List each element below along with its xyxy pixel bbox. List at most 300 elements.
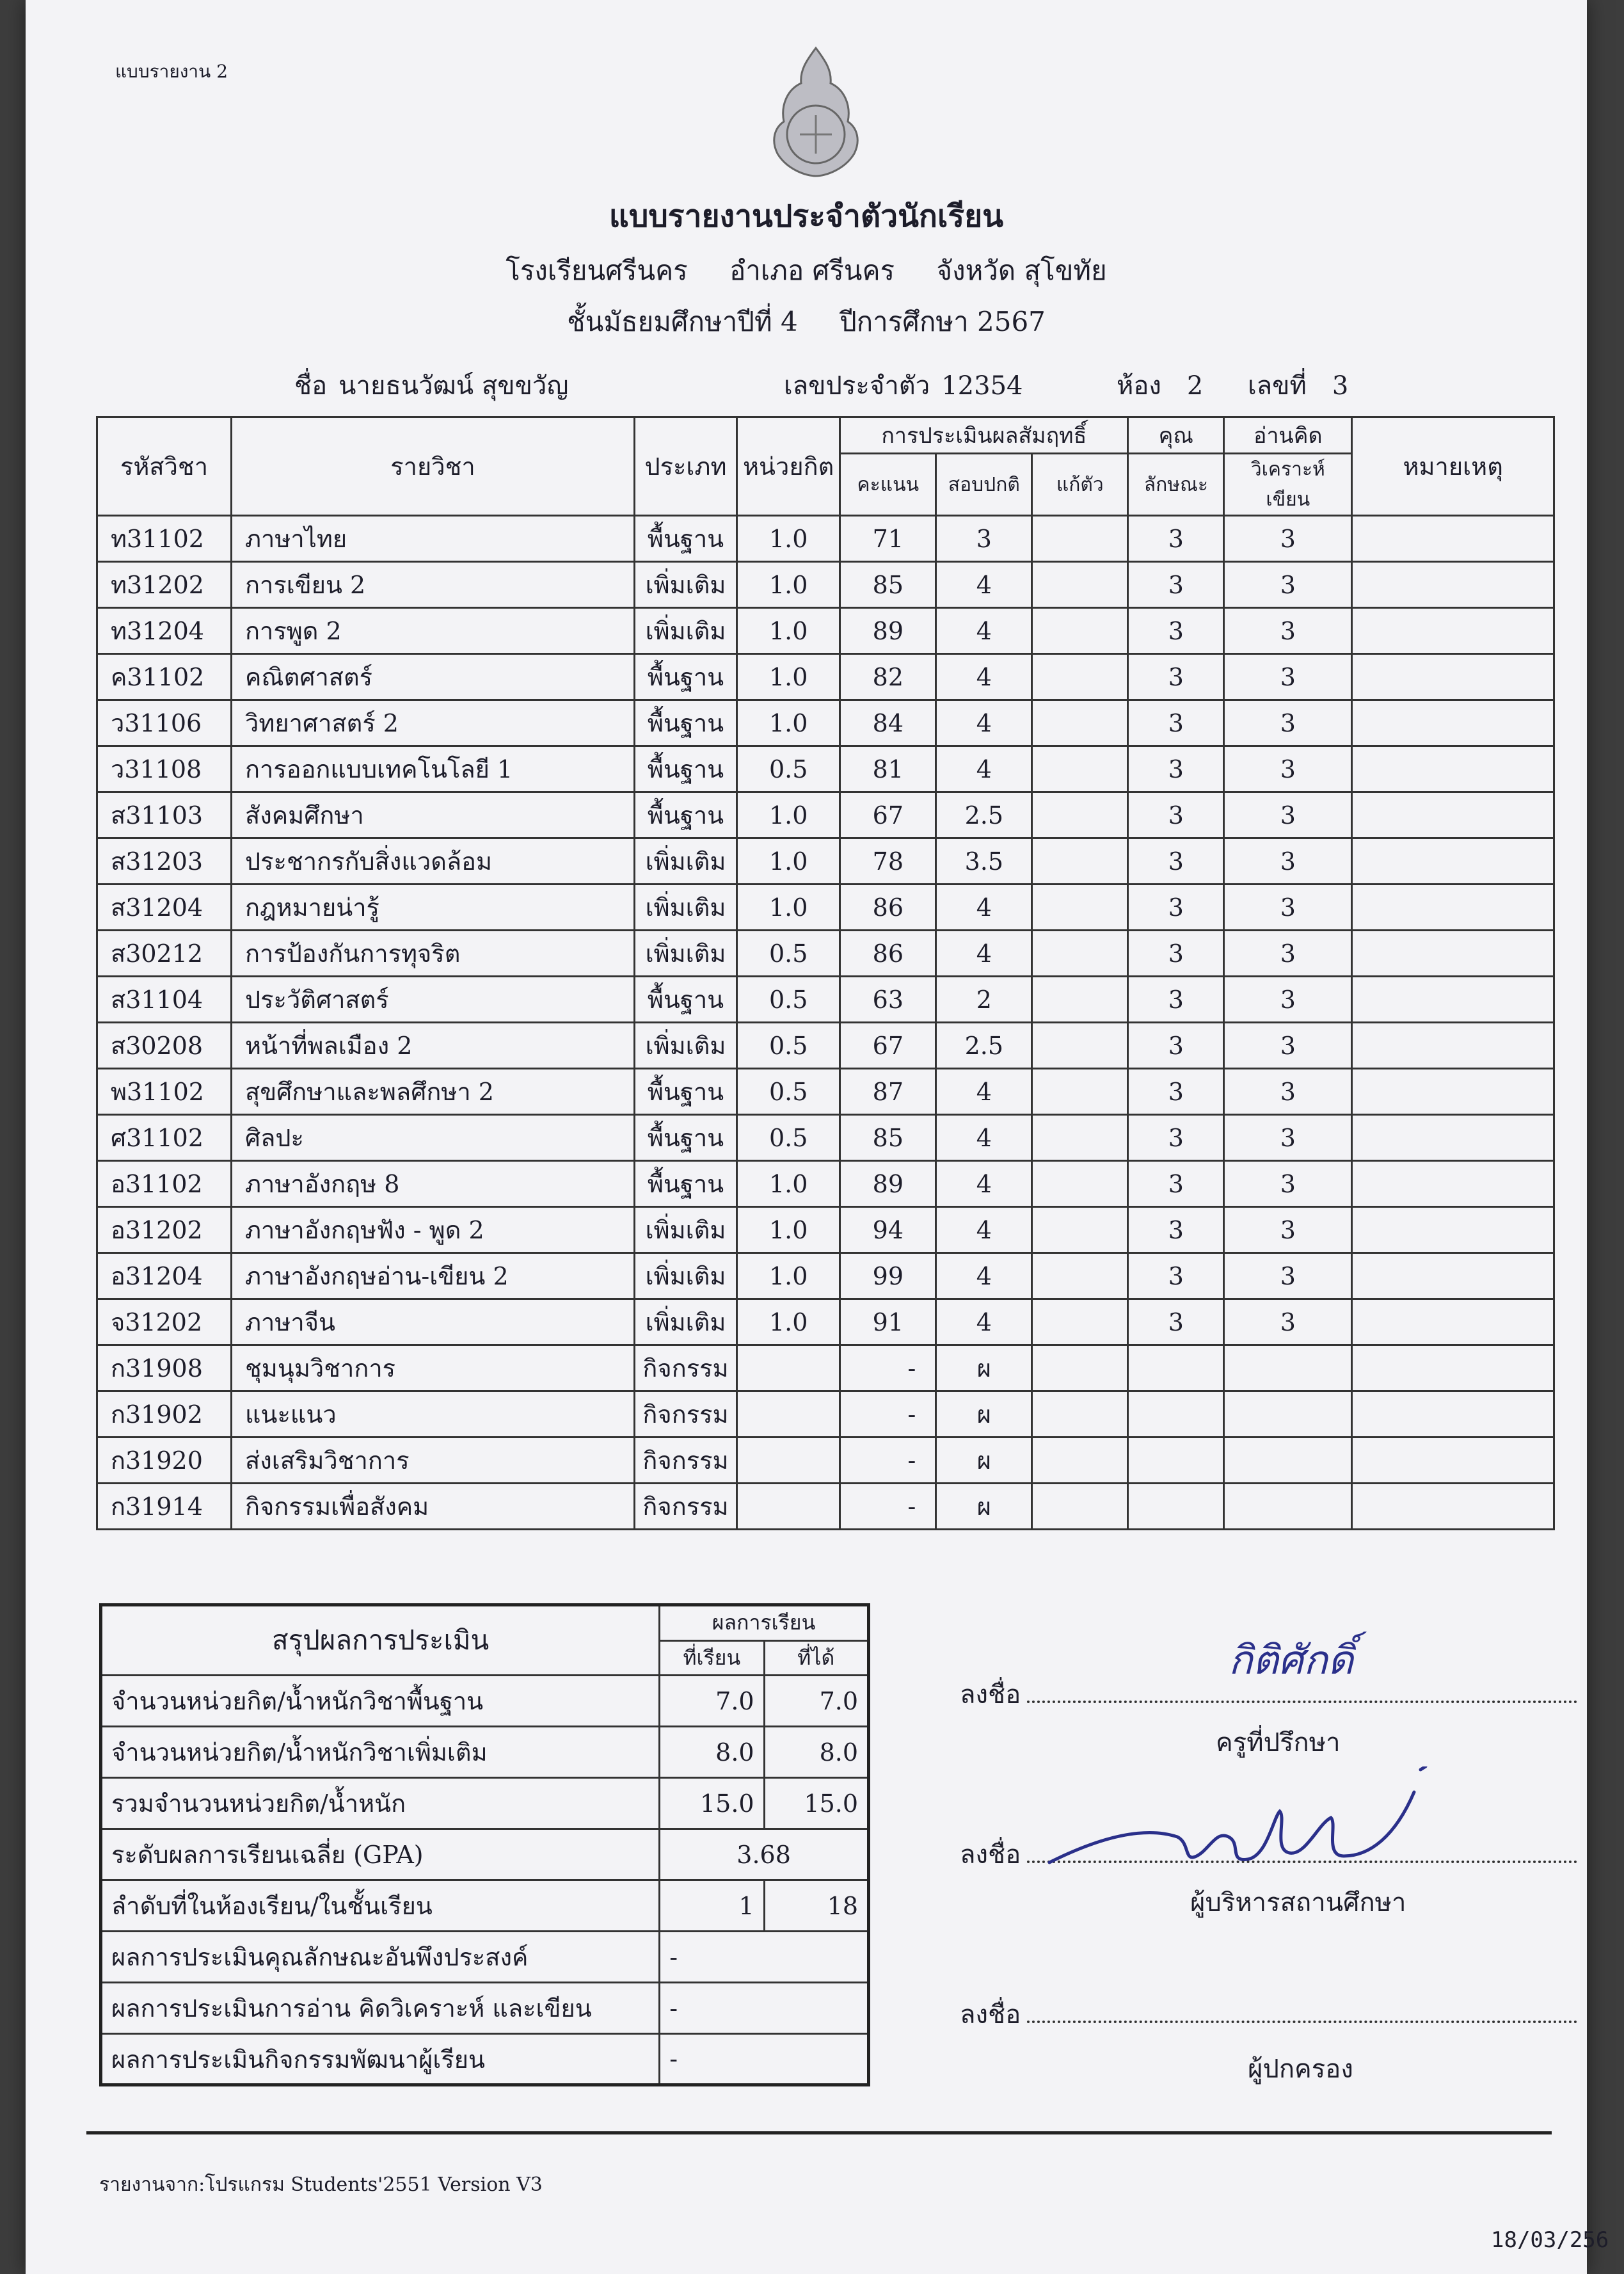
course-reading: 3 (1224, 885, 1352, 931)
table-row (97, 1345, 1554, 1391)
advisor-role: ครูที่ปรึกษา (1216, 1728, 1341, 1758)
course-credit: 1.0 (737, 516, 840, 562)
summary-value: - (660, 2034, 869, 2085)
course-fix-grade (1032, 1345, 1128, 1391)
course-type: เพิ่มเติม (635, 885, 737, 931)
course-name: กฎหมายน่ารู้ (232, 885, 635, 931)
summary-row-rank (101, 1880, 869, 1932)
signature-dots (1027, 2001, 1577, 2023)
summary-row-character (101, 1932, 869, 1983)
course-code: ก31902 (97, 1391, 232, 1437)
academic-year: ปีการศึกษา 2567 (840, 306, 1046, 337)
course-credit: 1.0 (737, 1207, 840, 1253)
course-code: ก31908 (97, 1345, 232, 1391)
sign-label: ลงชื่อ (960, 2000, 1021, 2030)
student-name-field (294, 365, 568, 406)
course-score: 67 (840, 1023, 936, 1069)
course-credit: 1.0 (737, 700, 840, 746)
course-credit: 1.0 (737, 885, 840, 931)
course-type: เพิ่มเติม (635, 1299, 737, 1345)
course-remark (1352, 608, 1554, 654)
course-remark (1352, 562, 1554, 608)
col-remark-header: หมายเหตุ (1352, 417, 1554, 516)
summary-earned: 7.0 (764, 1676, 868, 1727)
course-remark (1352, 1115, 1554, 1161)
summary-title: สรุปผลการประเมิน (101, 1605, 660, 1676)
student-name: นายธนวัฒน์ สุขขวัญ (338, 371, 569, 401)
course-name: การออกแบบเทคโนโลยี 1 (232, 746, 635, 792)
course-code: ท31204 (97, 608, 232, 654)
course-score: - (840, 1484, 936, 1530)
table-row (97, 654, 1554, 700)
table-row (97, 931, 1554, 977)
course-reading (1224, 1484, 1352, 1530)
course-reading: 3 (1224, 1115, 1352, 1161)
course-credit: 0.5 (737, 1069, 840, 1115)
course-score: 82 (840, 654, 936, 700)
col-reading-header-1: อ่านคิด (1224, 417, 1352, 454)
table-row (97, 885, 1554, 931)
course-code: ส31204 (97, 885, 232, 931)
col-credit-header: หน่วยกิต (737, 417, 840, 516)
col-subject-header: รายวิชา (232, 417, 635, 516)
course-name: ประชากรกับสิ่งแวดล้อม (232, 838, 635, 885)
course-score: 85 (840, 1115, 936, 1161)
sign-label: ลงชื่อ (960, 1840, 1021, 1870)
course-credit: 0.5 (737, 1115, 840, 1161)
course-normal-grade: 4 (936, 1299, 1032, 1345)
col-assessment-header: การประเมินผลสัมฤทธิ์ (840, 417, 1128, 454)
course-character: 3 (1128, 1299, 1224, 1345)
course-character: 3 (1128, 838, 1224, 885)
course-remark (1352, 1345, 1554, 1391)
col-score-header: คะแนน (840, 454, 936, 516)
course-name: กิจกรรมเพื่อสังคม (232, 1484, 635, 1530)
summary-earned: 15.0 (764, 1778, 868, 1829)
footer-source: รายงานจาก:โปรแกรม Students'2551 Version V3 (99, 2174, 543, 2196)
table-row (97, 1115, 1554, 1161)
parent-signature-line (960, 1994, 1577, 2035)
course-reading: 3 (1224, 977, 1352, 1023)
course-character: 3 (1128, 1161, 1224, 1207)
course-remark (1352, 1023, 1554, 1069)
course-fix-grade (1032, 654, 1128, 700)
course-reading: 3 (1224, 1069, 1352, 1115)
course-score: 85 (840, 562, 936, 608)
course-character: 3 (1128, 885, 1224, 931)
course-name: ภาษาไทย (232, 516, 635, 562)
summary-row-extra (101, 1727, 869, 1778)
table-row (97, 838, 1554, 885)
course-character (1128, 1391, 1224, 1437)
course-code: ท31102 (97, 516, 232, 562)
summary-studied: 8.0 (660, 1727, 764, 1778)
course-score: 78 (840, 838, 936, 885)
table-row (97, 1207, 1554, 1253)
summary-label: ระดับผลการเรียนเฉลี่ย (GPA) (101, 1829, 660, 1880)
course-normal-grade: 4 (936, 654, 1032, 700)
table-row (97, 977, 1554, 1023)
course-type: เพิ่มเติม (635, 1253, 737, 1299)
course-normal-grade: 3 (936, 516, 1032, 562)
course-normal-grade: 4 (936, 931, 1032, 977)
course-character: 3 (1128, 700, 1224, 746)
parent-role: ผู้ปกครอง (1248, 2054, 1353, 2084)
summary-row-reading (101, 1983, 869, 2034)
course-score: 89 (840, 608, 936, 654)
table-row (97, 1484, 1554, 1530)
rank-room: 1 (660, 1880, 764, 1932)
course-type: เพิ่มเติม (635, 1023, 737, 1069)
course-normal-grade: 2 (936, 977, 1032, 1023)
course-name: ประวัติศาสตร์ (232, 977, 635, 1023)
course-normal-grade: 4 (936, 1069, 1032, 1115)
course-reading: 3 (1224, 516, 1352, 562)
course-remark (1352, 1069, 1554, 1115)
school-line (26, 250, 1587, 292)
district: อำเภอ ศรีนคร (729, 255, 895, 286)
course-fix-grade (1032, 838, 1128, 885)
course-type: พื้นฐาน (635, 977, 737, 1023)
print-date: 18/03/256 (1491, 2227, 1609, 2253)
table-row (97, 746, 1554, 792)
course-type: กิจกรรม (635, 1391, 737, 1437)
grade-line (26, 301, 1587, 343)
director-handwritten-signature-icon (1037, 1766, 1472, 1894)
course-score: 89 (840, 1161, 936, 1207)
course-type: พื้นฐาน (635, 654, 737, 700)
course-remark (1352, 516, 1554, 562)
course-normal-grade: ผ (936, 1391, 1032, 1437)
course-reading: 3 (1224, 1253, 1352, 1299)
summary-row-basic (101, 1676, 869, 1727)
summary-label: จำนวนหน่วยกิต/น้ำหนักวิชาเพิ่มเติม (101, 1727, 660, 1778)
course-normal-grade: 4 (936, 746, 1032, 792)
course-normal-grade: 4 (936, 1115, 1032, 1161)
course-type: เพิ่มเติม (635, 1207, 737, 1253)
table-row (97, 1299, 1554, 1345)
course-code: อ31204 (97, 1253, 232, 1299)
course-name: การพูด 2 (232, 608, 635, 654)
course-code: พ31102 (97, 1069, 232, 1115)
course-name: ส่งเสริมวิชาการ (232, 1437, 635, 1484)
course-score: 84 (840, 700, 936, 746)
course-code: จ31202 (97, 1299, 232, 1345)
table-row (97, 700, 1554, 746)
course-name: คณิตศาสตร์ (232, 654, 635, 700)
course-fix-grade (1032, 1161, 1128, 1207)
advisor-handwritten-signature: กิติศักดิ์ (1229, 1637, 1353, 1683)
number-label: เลขที่ (1248, 371, 1307, 401)
course-remark (1352, 792, 1554, 838)
course-score: 94 (840, 1207, 936, 1253)
course-fix-grade (1032, 700, 1128, 746)
course-remark (1352, 977, 1554, 1023)
course-fix-grade (1032, 1253, 1128, 1299)
course-reading: 3 (1224, 562, 1352, 608)
course-code: ส31103 (97, 792, 232, 838)
course-character: 3 (1128, 931, 1224, 977)
course-score: 86 (840, 931, 936, 977)
course-type: พื้นฐาน (635, 700, 737, 746)
course-normal-grade: 2.5 (936, 1023, 1032, 1069)
course-remark (1352, 1299, 1554, 1345)
grades-table-body (97, 516, 1554, 1530)
course-name: หน้าที่พลเมือง 2 (232, 1023, 635, 1069)
course-character: 3 (1128, 562, 1224, 608)
course-character: 3 (1128, 1207, 1224, 1253)
table-row (97, 1161, 1554, 1207)
course-credit: 1.0 (737, 792, 840, 838)
col-character-header-2: ลักษณะ (1128, 454, 1224, 516)
course-name: สุขศึกษาและพลศึกษา 2 (232, 1069, 635, 1115)
studied-header: ที่เรียน (660, 1640, 764, 1676)
course-reading: 3 (1224, 1207, 1352, 1253)
course-name: ภาษาอังกฤษ 8 (232, 1161, 635, 1207)
course-fix-grade (1032, 1437, 1128, 1484)
course-remark (1352, 1253, 1554, 1299)
course-fix-grade (1032, 792, 1128, 838)
table-row (97, 562, 1554, 608)
course-credit: 1.0 (737, 608, 840, 654)
course-code: ก31920 (97, 1437, 232, 1484)
course-code: ท31202 (97, 562, 232, 608)
course-score: 87 (840, 1069, 936, 1115)
course-credit: 1.0 (737, 1299, 840, 1345)
course-remark (1352, 654, 1554, 700)
course-type: เพิ่มเติม (635, 838, 737, 885)
course-type: พื้นฐาน (635, 746, 737, 792)
course-name: สังคมศึกษา (232, 792, 635, 838)
course-code: ว31106 (97, 700, 232, 746)
course-normal-grade: ผ (936, 1345, 1032, 1391)
report-title: แบบรายงานประจำตัวนักเรียน (609, 198, 1004, 234)
course-normal-grade: 4 (936, 700, 1032, 746)
course-code: ส31104 (97, 977, 232, 1023)
course-remark (1352, 1437, 1554, 1484)
summary-value: - (660, 1932, 869, 1983)
table-row (97, 1023, 1554, 1069)
course-fix-grade (1032, 977, 1128, 1023)
course-credit: 0.5 (737, 1023, 840, 1069)
course-fix-grade (1032, 1299, 1128, 1345)
course-character: 3 (1128, 1023, 1224, 1069)
student-id-label: เลขประจำตัว (784, 371, 930, 401)
course-character: 3 (1128, 516, 1224, 562)
col-character-header-1: คุณ (1128, 417, 1224, 454)
course-score: 67 (840, 792, 936, 838)
summary-row-total (101, 1778, 869, 1829)
course-code: ศ31102 (97, 1115, 232, 1161)
summary-studied: 7.0 (660, 1676, 764, 1727)
course-reading (1224, 1345, 1352, 1391)
earned-header: ที่ได้ (764, 1640, 868, 1676)
student-name-label: ชื่อ (294, 371, 328, 401)
course-score: - (840, 1345, 936, 1391)
course-fix-grade (1032, 746, 1128, 792)
course-code: อ31202 (97, 1207, 232, 1253)
course-name: ศิลปะ (232, 1115, 635, 1161)
course-fix-grade (1032, 1115, 1128, 1161)
course-type: กิจกรรม (635, 1345, 737, 1391)
course-type: เพิ่มเติม (635, 562, 737, 608)
course-fix-grade (1032, 885, 1128, 931)
course-code: ค31102 (97, 654, 232, 700)
room-field (1117, 365, 1203, 406)
course-remark (1352, 1207, 1554, 1253)
course-credit (737, 1437, 840, 1484)
number-field (1248, 365, 1348, 406)
school-name: โรงเรียนศรีนคร (506, 255, 688, 286)
student-id-field (784, 365, 1023, 406)
course-remark (1352, 931, 1554, 977)
summary-label: ลำดับที่ในห้องเรียน/ในชั้นเรียน (101, 1880, 660, 1932)
course-remark (1352, 746, 1554, 792)
course-credit (737, 1345, 840, 1391)
course-credit: 1.0 (737, 1161, 840, 1207)
course-fix-grade (1032, 1484, 1128, 1530)
course-type: พื้นฐาน (635, 1161, 737, 1207)
summary-label: จำนวนหน่วยกิต/น้ำหนักวิชาพื้นฐาน (101, 1676, 660, 1727)
room-value: 2 (1186, 371, 1204, 401)
course-reading: 3 (1224, 1023, 1352, 1069)
course-credit: 1.0 (737, 838, 840, 885)
course-reading: 3 (1224, 1161, 1352, 1207)
course-character: 3 (1128, 608, 1224, 654)
course-normal-grade: 4 (936, 885, 1032, 931)
course-normal-grade: 4 (936, 562, 1032, 608)
table-row (97, 1069, 1554, 1115)
course-credit: 0.5 (737, 931, 840, 977)
summary-label: รวมจำนวนหน่วยกิต/น้ำหนัก (101, 1778, 660, 1829)
course-remark (1352, 1161, 1554, 1207)
course-normal-grade: 4 (936, 608, 1032, 654)
course-code: ส30212 (97, 931, 232, 977)
course-remark (1352, 885, 1554, 931)
course-reading: 3 (1224, 931, 1352, 977)
course-character: 3 (1128, 1253, 1224, 1299)
summary-value: - (660, 1983, 869, 2034)
summary-row-activity (101, 2034, 869, 2085)
course-score: - (840, 1437, 936, 1484)
course-code: ส31203 (97, 838, 232, 885)
province: จังหวัด สุโขทัย (936, 255, 1107, 286)
course-character: 3 (1128, 977, 1224, 1023)
course-score: 81 (840, 746, 936, 792)
result-header: ผลการเรียน (660, 1605, 869, 1641)
course-score: 71 (840, 516, 936, 562)
summary-earned: 8.0 (764, 1727, 868, 1778)
course-remark (1352, 700, 1554, 746)
course-fix-grade (1032, 1069, 1128, 1115)
col-normal-header: สอบปกติ (936, 454, 1032, 516)
course-name: ภาษาอังกฤษอ่าน-เขียน 2 (232, 1253, 635, 1299)
course-code: ว31108 (97, 746, 232, 792)
course-name: การป้องกันการทุจริต (232, 931, 635, 977)
summary-studied: 15.0 (660, 1778, 764, 1829)
course-reading: 3 (1224, 1299, 1352, 1345)
course-code: ก31914 (97, 1484, 232, 1530)
course-normal-grade: ผ (936, 1484, 1032, 1530)
course-character: 3 (1128, 1115, 1224, 1161)
course-name: แนะแนว (232, 1391, 635, 1437)
course-normal-grade: 4 (936, 1161, 1032, 1207)
grades-table (96, 416, 1555, 1530)
summary-label: ผลการประเมินการอ่าน คิดวิเคราะห์ และเขียน (101, 1983, 660, 2034)
course-character (1128, 1484, 1224, 1530)
course-character: 3 (1128, 654, 1224, 700)
table-row (97, 1437, 1554, 1484)
course-type: เพิ่มเติม (635, 608, 737, 654)
course-reading: 3 (1224, 700, 1352, 746)
course-credit (737, 1484, 840, 1530)
course-credit: 1.0 (737, 654, 840, 700)
course-score: - (840, 1391, 936, 1437)
course-reading: 3 (1224, 608, 1352, 654)
summary-row-gpa (101, 1829, 869, 1880)
table-row (97, 1391, 1554, 1437)
course-normal-grade: 4 (936, 1253, 1032, 1299)
course-fix-grade (1032, 608, 1128, 654)
report-paper (26, 0, 1609, 2274)
course-fix-grade (1032, 1391, 1128, 1437)
course-score: 91 (840, 1299, 936, 1345)
course-score: 86 (840, 885, 936, 931)
course-code: ส30208 (97, 1023, 232, 1069)
grade-level: ชั้นมัธยมศึกษาปีที่ 4 (567, 306, 798, 337)
course-normal-grade: 4 (936, 1207, 1032, 1253)
director-role: ผู้บริหารสถานศึกษา (1190, 1888, 1406, 1918)
course-fix-grade (1032, 1023, 1128, 1069)
course-character: 3 (1128, 792, 1224, 838)
course-type: พื้นฐาน (635, 792, 737, 838)
number-value: 3 (1332, 371, 1349, 401)
course-reading (1224, 1437, 1352, 1484)
form-code: แบบรายงาน 2 (115, 61, 228, 82)
course-type: พื้นฐาน (635, 1069, 737, 1115)
table-row (97, 608, 1554, 654)
course-remark (1352, 838, 1554, 885)
school-seal-icon (761, 45, 870, 179)
summary-label: ผลการประเมินกิจกรรมพัฒนาผู้เรียน (101, 2034, 660, 2085)
course-name: วิทยาศาสตร์ 2 (232, 700, 635, 746)
course-normal-grade: 2.5 (936, 792, 1032, 838)
course-remark (1352, 1391, 1554, 1437)
course-code: อ31102 (97, 1161, 232, 1207)
col-type-header: ประเภท (635, 417, 737, 516)
course-name: การเขียน 2 (232, 562, 635, 608)
table-row (97, 516, 1554, 562)
summary-table (99, 1603, 870, 2086)
course-credit: 0.5 (737, 746, 840, 792)
sign-label: ลงชื่อ (960, 1680, 1021, 1710)
course-fix-grade (1032, 931, 1128, 977)
col-reading-header-2: วิเคราะห์เขียน (1224, 454, 1352, 516)
rank-grade: 18 (764, 1880, 868, 1932)
footer-divider (86, 2131, 1552, 2134)
course-character: 3 (1128, 746, 1224, 792)
course-normal-grade: 3.5 (936, 838, 1032, 885)
course-character: 3 (1128, 1069, 1224, 1115)
course-reading: 3 (1224, 792, 1352, 838)
course-score: 99 (840, 1253, 936, 1299)
course-character (1128, 1437, 1224, 1484)
course-reading: 3 (1224, 746, 1352, 792)
course-type: กิจกรรม (635, 1484, 737, 1530)
course-remark (1352, 1484, 1554, 1530)
course-fix-grade (1032, 562, 1128, 608)
course-name: ภาษาจีน (232, 1299, 635, 1345)
